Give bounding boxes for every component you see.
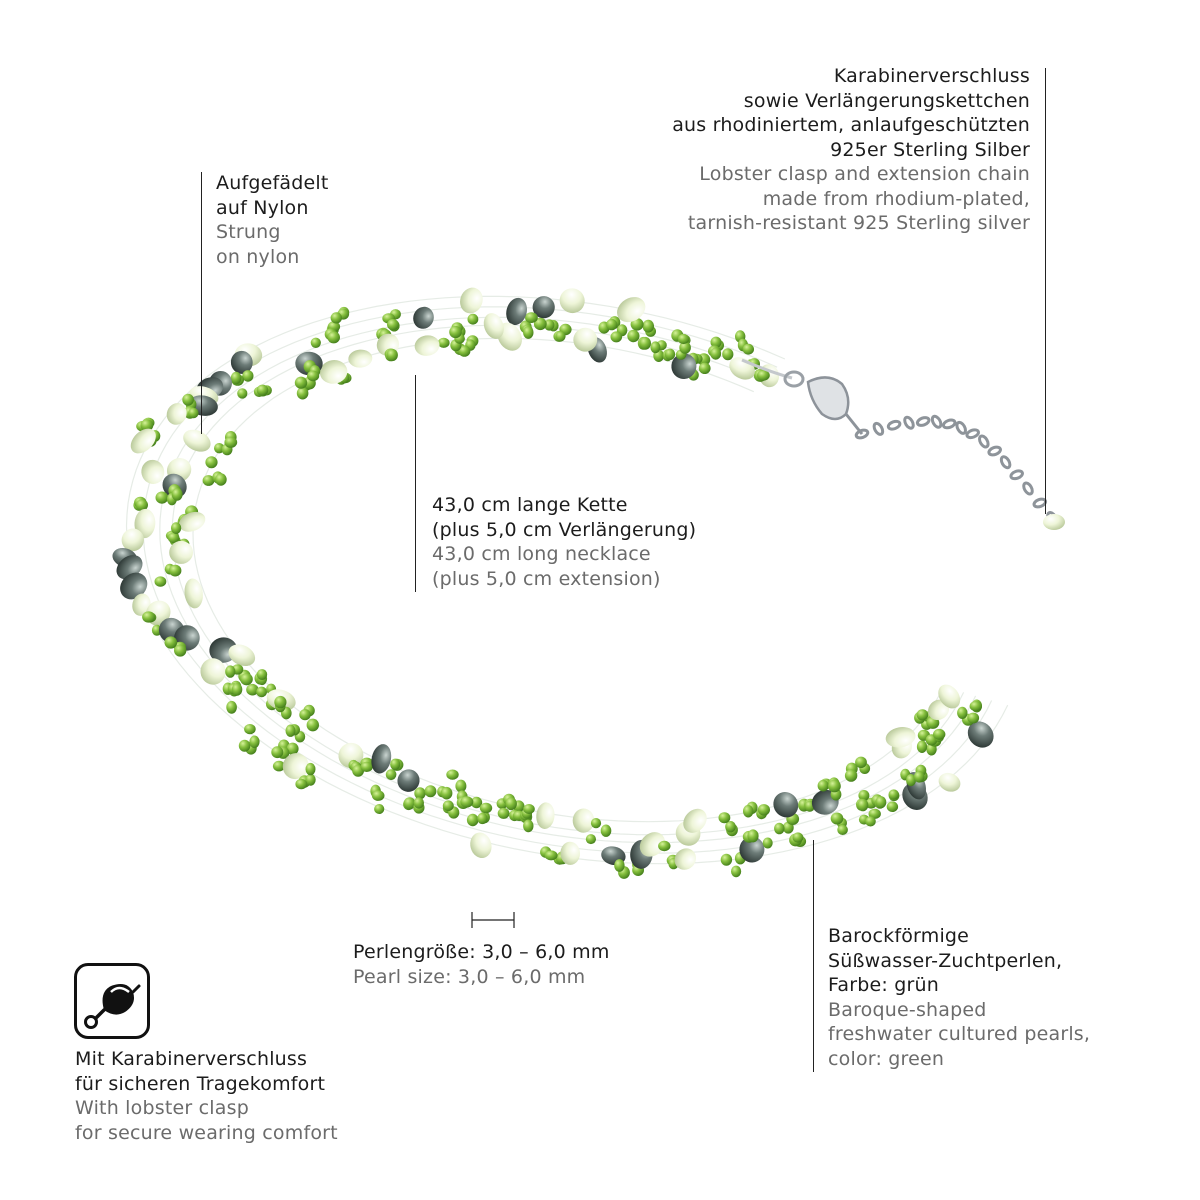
green-pearl xyxy=(374,804,384,814)
chain-link xyxy=(916,416,930,427)
chain-link xyxy=(903,416,915,430)
green-pearl xyxy=(256,687,267,698)
pearl-size-bracket xyxy=(468,910,518,930)
green-pearl xyxy=(917,740,927,753)
length-pointer-line xyxy=(415,375,416,592)
chain-link xyxy=(988,446,1002,457)
green-pearl xyxy=(446,770,458,780)
green-pearl xyxy=(226,701,237,714)
cream-pearl xyxy=(180,425,215,456)
cream-pearl xyxy=(456,284,486,316)
green-pearl xyxy=(271,746,283,758)
green-pearl xyxy=(299,709,310,720)
green-pearl xyxy=(249,736,259,749)
chain-link xyxy=(872,422,884,436)
cream-pearl xyxy=(467,830,494,860)
lobster-label-de-2: für sicheren Tragekomfort xyxy=(75,1072,326,1095)
green-pearl xyxy=(297,387,309,399)
green-pearl xyxy=(658,841,670,851)
green-pearl xyxy=(523,804,535,814)
green-pearl xyxy=(414,797,424,808)
cream-pearl xyxy=(884,725,917,750)
cream-pearl xyxy=(413,334,441,358)
chain-end-pearl xyxy=(1043,514,1065,530)
clasp-label-en-3: tarnish-resistant 925 Sterling silver xyxy=(687,212,1030,234)
green-pearl xyxy=(523,820,533,833)
green-pearl xyxy=(460,796,473,807)
length-label-de-1: 43,0 cm lange Kette xyxy=(432,494,628,516)
green-pearl xyxy=(858,799,869,811)
green-pearl xyxy=(498,808,510,819)
green-pearl xyxy=(933,729,945,740)
green-pearl xyxy=(468,314,479,325)
green-pearl xyxy=(837,825,848,835)
green-pearl xyxy=(188,408,198,418)
pearls-pointer-line xyxy=(813,840,814,1072)
green-pearl xyxy=(818,780,829,792)
clasp-pointer-line xyxy=(1045,68,1046,514)
green-pearl xyxy=(182,394,194,406)
cream-pearl xyxy=(183,577,205,609)
green-pearl xyxy=(455,780,466,793)
green-pearl xyxy=(917,709,929,720)
nylon-annotation xyxy=(216,171,329,269)
green-pearl xyxy=(763,838,773,849)
lobster-label-en-2: for secure wearing comfort xyxy=(75,1121,338,1144)
size-label-de: Perlengröße: 3,0 – 6,0 mm xyxy=(353,941,610,963)
green-pearl xyxy=(443,800,454,811)
green-pearl xyxy=(876,796,887,808)
green-pearl xyxy=(307,371,319,382)
green-pearl xyxy=(967,713,979,724)
green-pearl xyxy=(586,834,596,844)
chain-link xyxy=(955,421,967,435)
green-pearl xyxy=(331,312,342,323)
green-pearl xyxy=(793,832,804,842)
green-pearl xyxy=(643,320,654,333)
green-pearl xyxy=(957,707,967,719)
lobster-label-en-1: With lobster clasp xyxy=(75,1097,249,1119)
green-pearl xyxy=(914,771,925,783)
green-pearl xyxy=(889,789,899,799)
green-pearl xyxy=(425,785,437,797)
lobster-feature-annotation xyxy=(75,1047,338,1145)
green-pearl xyxy=(274,696,286,708)
green-pearl xyxy=(650,341,660,353)
green-pearl xyxy=(237,388,247,398)
green-pearl xyxy=(480,803,492,814)
green-pearl xyxy=(467,814,479,826)
green-pearl xyxy=(231,372,242,384)
chain-link xyxy=(1000,455,1012,469)
green-pearl xyxy=(361,762,373,772)
green-pearl xyxy=(601,825,612,837)
green-pearl xyxy=(614,859,624,872)
clasp-label-de-4: 925er Sterling Silber xyxy=(830,138,1030,161)
chain-link xyxy=(931,415,943,429)
lobster-clasp-and-chain xyxy=(742,360,1065,530)
nylon-pointer-line xyxy=(201,172,202,434)
nylon-label-en-2: on nylon xyxy=(216,245,300,268)
length-label-en-1: 43,0 cm long necklace xyxy=(432,543,651,565)
green-pearl xyxy=(386,769,397,780)
green-pearl xyxy=(387,349,398,361)
length-label-de-2: (plus 5,0 cm Verlängerung) xyxy=(432,518,697,541)
clasp-label-en-2: made from rhodium-plated, xyxy=(762,187,1030,210)
green-pearl xyxy=(545,850,558,860)
green-pearl xyxy=(449,326,462,338)
green-pearl xyxy=(295,779,307,789)
green-pearl xyxy=(240,673,253,685)
green-pearl xyxy=(307,719,319,732)
green-pearl xyxy=(722,348,733,360)
green-pearl xyxy=(295,377,307,389)
clasp-label-de-3: aus rhodiniertem, anlaufgeschützten xyxy=(672,114,1030,136)
green-pearl xyxy=(665,349,675,360)
pearls-annotation xyxy=(828,924,1090,1071)
green-pearl xyxy=(327,331,340,343)
pearls-label-en-1: Baroque-shaped xyxy=(828,998,987,1021)
clasp-label-de-1: Karabinerverschluss xyxy=(833,65,1030,87)
green-pearl xyxy=(556,331,566,341)
green-pearl xyxy=(887,801,898,812)
green-pearl xyxy=(239,740,251,752)
chain-link xyxy=(978,435,990,449)
green-pearl xyxy=(390,759,400,770)
green-pearl xyxy=(205,456,217,468)
cream-pearl xyxy=(176,508,208,535)
pearls-label-en-3: color: green xyxy=(828,1047,945,1070)
pearls-label-en-2: freshwater cultured pearls, xyxy=(828,1023,1091,1045)
green-pearl xyxy=(743,805,753,818)
green-pearl xyxy=(215,473,227,485)
green-pearl xyxy=(174,644,186,656)
green-pearl xyxy=(257,669,267,680)
green-pearl xyxy=(758,804,770,815)
pearls-label-de-3: Farbe: grün xyxy=(828,974,939,996)
green-pearl xyxy=(477,813,487,824)
green-pearl xyxy=(523,326,533,339)
green-pearl xyxy=(678,334,689,344)
nylon-label-en-1: Strung xyxy=(216,221,281,243)
green-pearl xyxy=(156,492,169,504)
green-pearl xyxy=(747,829,758,842)
length-label-en-2: (plus 5,0 cm extension) xyxy=(432,567,661,590)
green-pearl xyxy=(286,725,296,737)
green-pearl xyxy=(611,331,623,342)
green-pearl xyxy=(438,338,450,348)
green-pearl xyxy=(244,724,256,734)
green-pearl xyxy=(169,565,181,577)
size-annotation xyxy=(353,940,610,989)
green-pearl xyxy=(719,812,731,823)
clasp-annotation xyxy=(672,64,1030,236)
green-pearl xyxy=(731,866,741,878)
green-pearl xyxy=(224,437,237,448)
green-pearl xyxy=(306,763,316,775)
chain-link xyxy=(942,419,956,430)
cream-pearl xyxy=(139,457,167,486)
length-annotation xyxy=(432,493,696,591)
green-pearl xyxy=(171,522,181,534)
nylon-label-de-1: Aufgefädelt xyxy=(216,172,329,194)
cream-pearl xyxy=(535,802,555,830)
green-pearl xyxy=(506,797,517,810)
green-pearl xyxy=(627,330,639,342)
green-pearl xyxy=(172,488,183,501)
pearls-label-de-2: Süßwasser-Zuchtperlen, xyxy=(828,949,1063,972)
cream-pearl xyxy=(572,808,594,833)
green-pearl xyxy=(525,312,538,323)
green-pearl xyxy=(311,338,321,348)
lobster-clasp-icon xyxy=(74,963,150,1039)
green-pearl xyxy=(372,790,385,801)
cream-pearl xyxy=(936,770,964,795)
green-pearl xyxy=(165,636,178,648)
green-pearl xyxy=(639,337,651,350)
chain-link xyxy=(887,420,901,431)
pearls-label-de-1: Barockförmige xyxy=(828,925,970,947)
green-pearl xyxy=(232,683,242,696)
green-pearl xyxy=(606,319,617,330)
chain-link xyxy=(966,428,980,439)
green-pearl xyxy=(699,363,711,374)
green-pearl xyxy=(441,787,453,800)
green-pearl xyxy=(743,344,754,355)
chain-link xyxy=(1010,469,1024,480)
lobster-label-de-1: Mit Karabinerverschluss xyxy=(75,1048,308,1070)
green-pearl xyxy=(142,611,155,622)
nylon-label-de-2: auf Nylon xyxy=(216,196,309,219)
green-pearl xyxy=(865,816,876,826)
green-pearl xyxy=(831,813,844,825)
green-pearl xyxy=(721,854,732,866)
size-label-en: Pearl size: 3,0 – 6,0 mm xyxy=(353,965,586,988)
green-pearl xyxy=(257,385,269,396)
cream-pearl xyxy=(670,844,700,874)
green-pearl xyxy=(828,780,841,793)
tahiti-pearl xyxy=(410,304,437,332)
green-pearl xyxy=(774,823,784,835)
chain-link xyxy=(1022,482,1034,496)
green-pearl xyxy=(155,576,167,586)
green-pearl xyxy=(845,769,857,781)
green-pearl xyxy=(387,319,399,330)
green-pearl xyxy=(225,665,235,677)
green-pearl xyxy=(591,818,601,828)
clasp-label-de-2: sowie Verlängerungskettchen xyxy=(743,89,1030,112)
green-pearl xyxy=(710,348,721,360)
cream-pearl xyxy=(348,349,373,369)
green-pearl xyxy=(970,701,982,711)
clasp-label-en-1: Lobster clasp and extension chain xyxy=(699,163,1030,185)
